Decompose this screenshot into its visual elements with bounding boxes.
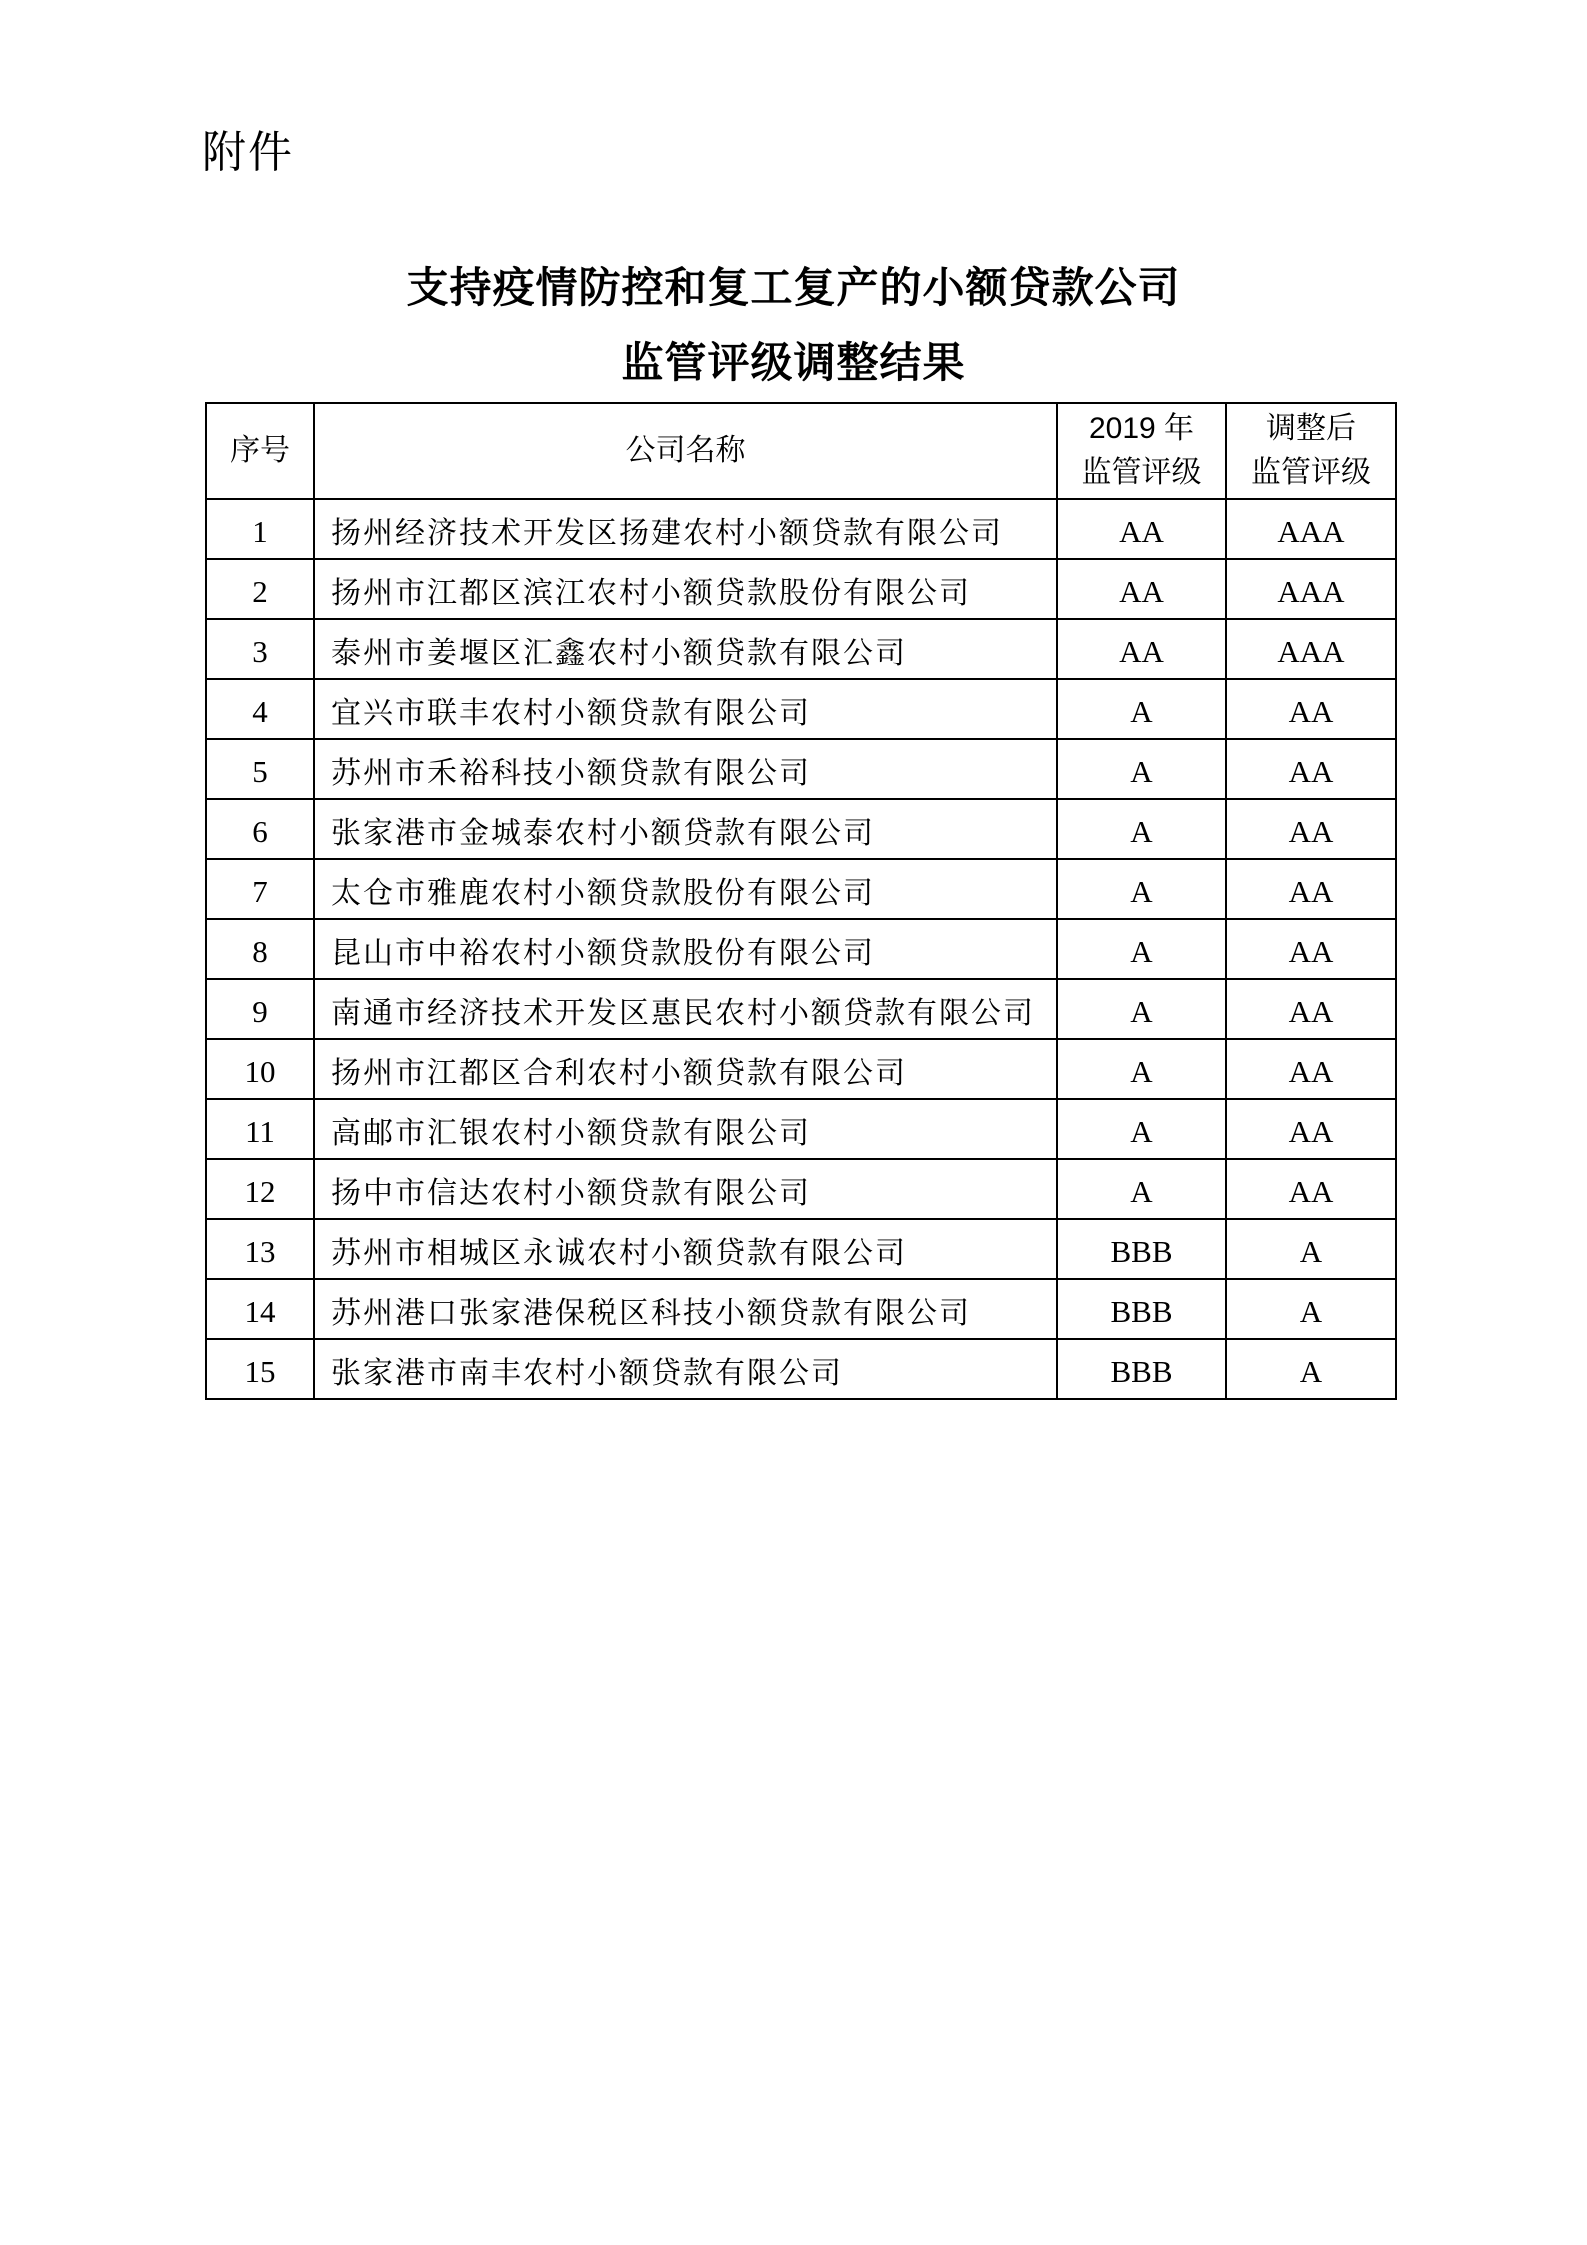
rating-adjusted-cell: A [1226, 1339, 1396, 1399]
table-row [206, 919, 1396, 979]
company-cell: 扬中市信达农村小额贷款有限公司 [314, 1159, 1057, 1219]
rating-2019-cell: BBB [1057, 1279, 1226, 1339]
rating-adjusted-cell: AA [1226, 1099, 1396, 1159]
company-cell: 扬州经济技术开发区扬建农村小额贷款有限公司 [314, 499, 1057, 559]
company-cell: 扬州市江都区合利农村小额贷款有限公司 [314, 1039, 1057, 1099]
company-cell: 苏州市禾裕科技小额贷款有限公司 [314, 739, 1057, 799]
company-cell: 宜兴市联丰农村小额贷款有限公司 [314, 679, 1057, 739]
table-row [206, 1159, 1396, 1219]
rating-2019-cell: A [1057, 859, 1226, 919]
rating-adjusted-cell: A [1226, 1219, 1396, 1279]
rating-2019-cell: BBB [1057, 1219, 1226, 1279]
rating-2019-cell: A [1057, 1039, 1226, 1099]
col-header-company-label: 公司名称 [625, 434, 746, 467]
seq-cell: 12 [206, 1159, 314, 1219]
table-row [206, 499, 1396, 559]
rating-adjusted-cell: AAA [1226, 499, 1396, 559]
seq-cell: 4 [206, 679, 314, 739]
company-cell: 高邮市汇银农村小额贷款有限公司 [314, 1099, 1057, 1159]
col-header-rating-2019-line2: 监管评级 [1081, 456, 1202, 489]
col-header-rating-2019 [1057, 403, 1226, 499]
seq-cell: 8 [206, 919, 314, 979]
company-cell: 南通市经济技术开发区惠民农村小额贷款有限公司 [314, 979, 1057, 1039]
table-body [206, 499, 1396, 1399]
document-title-line1: 支持疫情防控和复工复产的小额贷款公司 [406, 266, 1181, 312]
table-row [206, 559, 1396, 619]
col-header-rating-2019-line1: 2019 年 [1088, 412, 1195, 445]
company-cell: 昆山市中裕农村小额贷款股份有限公司 [314, 919, 1057, 979]
rating-adjusted-cell: AA [1226, 919, 1396, 979]
rating-adjusted-cell: AAA [1226, 619, 1396, 679]
rating-2019-cell: A [1057, 799, 1226, 859]
table-row [206, 799, 1396, 859]
attachment-label: 附件 [202, 128, 294, 177]
rating-2019-cell: AA [1057, 619, 1226, 679]
rating-2019-cell: A [1057, 1099, 1226, 1159]
seq-cell: 14 [206, 1279, 314, 1339]
seq-cell: 9 [206, 979, 314, 1039]
company-cell: 苏州港口张家港保税区科技小额贷款有限公司 [314, 1279, 1057, 1339]
table-row [206, 1279, 1396, 1339]
seq-cell: 5 [206, 739, 314, 799]
col-header-rating-adjusted-line2: 监管评级 [1251, 456, 1371, 489]
rating-adjusted-cell: AA [1226, 979, 1396, 1039]
seq-cell: 10 [206, 1039, 314, 1099]
rating-adjusted-cell: AA [1226, 739, 1396, 799]
seq-cell: 15 [206, 1339, 314, 1399]
company-cell: 扬州市江都区滨江农村小额贷款股份有限公司 [314, 559, 1057, 619]
col-header-rating-adjusted [1226, 403, 1396, 499]
rating-adjusted-cell: AA [1226, 799, 1396, 859]
rating-adjusted-cell: AA [1226, 1159, 1396, 1219]
company-cell: 张家港市南丰农村小额贷款有限公司 [314, 1339, 1057, 1399]
table-row [206, 859, 1396, 919]
seq-cell: 1 [206, 499, 314, 559]
company-cell: 泰州市姜堰区汇鑫农村小额贷款有限公司 [314, 619, 1057, 679]
table-row [206, 1039, 1396, 1099]
seq-cell: 3 [206, 619, 314, 679]
rating-2019-cell: A [1057, 679, 1226, 739]
col-header-seq-label: 序号 [230, 434, 290, 467]
rating-adjusted-cell: A [1226, 1279, 1396, 1339]
table-row [206, 1339, 1396, 1399]
seq-cell: 6 [206, 799, 314, 859]
seq-cell: 13 [206, 1219, 314, 1279]
rating-adjusted-cell: AA [1226, 679, 1396, 739]
rating-2019-cell: AA [1057, 559, 1226, 619]
table-row [206, 979, 1396, 1039]
rating-2019-cell: A [1057, 919, 1226, 979]
company-cell: 太仓市雅鹿农村小额贷款股份有限公司 [314, 859, 1057, 919]
table-row [206, 619, 1396, 679]
rating-adjusted-cell: AA [1226, 1039, 1396, 1099]
company-cell: 苏州市相城区永诚农村小额贷款有限公司 [314, 1219, 1057, 1279]
rating-2019-cell: AA [1057, 499, 1226, 559]
seq-cell: 11 [206, 1099, 314, 1159]
col-header-seq [206, 403, 314, 499]
rating-2019-cell: A [1057, 979, 1226, 1039]
document-title-line2: 监管评级调整结果 [621, 341, 966, 387]
table-header [206, 403, 1396, 499]
company-cell: 张家港市金城泰农村小额贷款有限公司 [314, 799, 1057, 859]
rating-2019-cell: A [1057, 739, 1226, 799]
rating-table [205, 402, 1397, 1400]
seq-cell: 2 [206, 559, 314, 619]
table-row [206, 739, 1396, 799]
table-row [206, 1219, 1396, 1279]
rating-adjusted-cell: AAA [1226, 559, 1396, 619]
seq-cell: 7 [206, 859, 314, 919]
table-row [206, 679, 1396, 739]
rating-2019-cell: A [1057, 1159, 1226, 1219]
rating-adjusted-cell: AA [1226, 859, 1396, 919]
col-header-rating-adjusted-line1: 调整后 [1266, 412, 1356, 445]
table-row [206, 1099, 1396, 1159]
rating-2019-cell: BBB [1057, 1339, 1226, 1399]
table-header-row [206, 403, 1396, 499]
col-header-company [314, 403, 1057, 499]
